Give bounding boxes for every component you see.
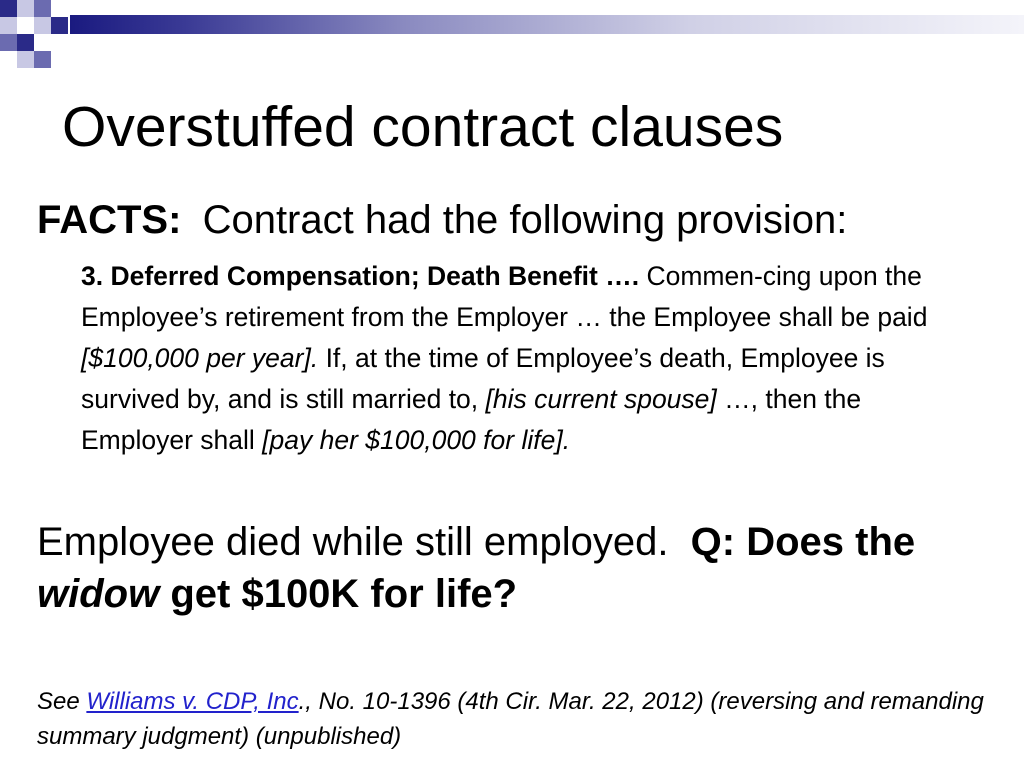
provision-text: …, then the Employer shall — [81, 384, 862, 455]
contract-provision-quote — [81, 256, 977, 461]
deco-square — [34, 51, 51, 68]
facts-text: Contract had the following provision: — [202, 198, 848, 242]
provision-bracket: [$100,000 per year]. — [81, 343, 319, 373]
provision-bracket: [pay her $100,000 for life]. — [262, 425, 571, 455]
provision-text: If, at the time of Employee’s death, Employee is survived by, and is still married to, — [81, 343, 885, 414]
deco-square — [51, 17, 68, 34]
deco-square — [0, 17, 17, 34]
facts-label: FACTS: — [37, 198, 182, 242]
question-bold-text: get $100K for life? — [159, 572, 518, 616]
question-bold-text: Q: Does the — [690, 520, 916, 564]
deco-square — [17, 0, 34, 17]
question-paragraph — [37, 516, 997, 620]
question-plain: Employee died while still employed. — [37, 520, 669, 564]
deco-square — [17, 17, 34, 34]
case-link[interactable]: Williams v. CDP, Inc — [86, 688, 299, 715]
deco-square — [17, 51, 34, 68]
deco-square — [0, 34, 17, 51]
deco-square — [34, 0, 51, 17]
provision-bracket: [his current spouse] — [485, 384, 717, 414]
question-italic: widow — [37, 572, 160, 616]
case-citation — [37, 684, 997, 754]
deco-square — [17, 34, 34, 51]
citation-rest: ., No. 10-1396 (4th Cir. Mar. 22, 2012) (reversing and remanding summary judgment) (unpublished) — [37, 688, 984, 750]
citation-see: See — [37, 688, 80, 715]
facts-line — [37, 194, 847, 246]
deco-square — [51, 0, 68, 17]
deco-square — [0, 0, 17, 17]
slide-title: Overstuffed contract clauses — [62, 95, 784, 159]
provision-heading: 3. Deferred Compensation; Death Benefit …. — [81, 261, 640, 291]
provision-text: Commen-cing upon the Employee’s retirement from the Employer … the Employee shall be paid — [81, 261, 928, 332]
deco-square — [34, 17, 51, 34]
deco-square — [34, 34, 51, 51]
header-gradient-bar — [70, 15, 1024, 34]
